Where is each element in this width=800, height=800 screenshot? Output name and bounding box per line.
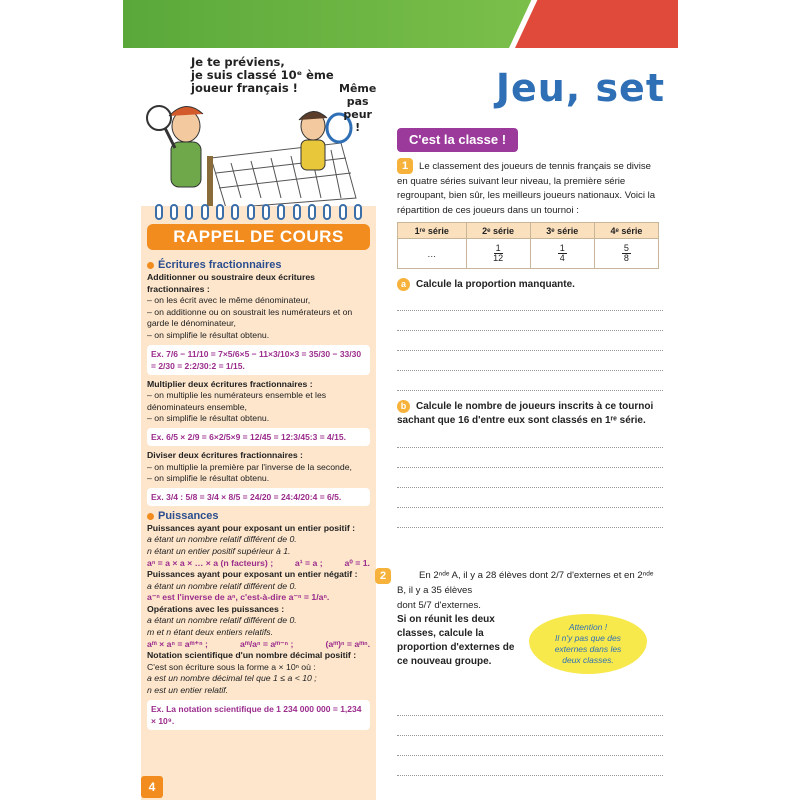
table-header: 4ᵉ série — [594, 223, 658, 239]
question-text: En 2ⁿᵈᵉ A, il y a 28 élèves dont 2/7 d'externes et en 2ⁿᵈᵉ B, il y a 35 élèves — [397, 570, 654, 596]
rule-line: – on multiplie les numérateurs ensemble et les dénominateurs ensemble, — [147, 390, 327, 412]
rule-title: Puissances ayant pour exposant un entier négatif : — [147, 569, 358, 580]
question-2-answer-lines — [397, 696, 663, 776]
question-text: dont 5/7 d'externes. — [397, 600, 481, 611]
formula: aᵐ/aⁿ = aᵐ⁻ⁿ ; — [240, 638, 294, 649]
formula: aⁿ = a × a × … × a (n facteurs) ; — [147, 557, 274, 568]
right-column — [379, 48, 669, 800]
question-1a — [397, 278, 663, 391]
example-box: Ex. La notation scientifique de 1 234 000 000 = 1,234 × 10⁹. — [147, 700, 370, 730]
bubble1-line: je suis classé 10ᵉ ème — [191, 68, 334, 82]
rule-line: – on simplifie le résultat obtenu. — [147, 473, 270, 484]
question-letter: b — [397, 400, 410, 413]
table-cell — [466, 239, 530, 269]
formula-row — [147, 558, 370, 570]
section-fractions-heading — [147, 259, 370, 272]
section-powers-heading — [147, 510, 370, 523]
table-cell: … — [398, 239, 467, 269]
answer-line[interactable] — [397, 428, 663, 448]
table-header: 3ᵉ série — [530, 223, 594, 239]
rule-line: m et n étant deux entiers relatifs. — [147, 627, 274, 638]
note-line: Attention ! — [568, 622, 608, 632]
page-title: Jeu, set — [495, 66, 665, 110]
series-table — [397, 222, 659, 269]
answer-line[interactable] — [397, 331, 663, 351]
rule-line: – on simplifie le résultat obtenu. — [147, 329, 270, 340]
question-1-number: 1 — [397, 158, 413, 174]
answer-line[interactable] — [397, 508, 663, 528]
left-column — [141, 48, 376, 800]
attention-note — [529, 614, 647, 674]
answer-line[interactable] — [397, 756, 663, 776]
speech-bubble-1 — [191, 56, 334, 95]
section-badge: C'est la classe ! — [397, 128, 518, 152]
fraction: $\frac{1}{12}$ — [493, 243, 504, 263]
fraction: $\frac{1}{4}$ — [559, 243, 565, 263]
rule-line: – on simplifie le résultat obtenu. — [147, 413, 270, 424]
formula: a¹ = a ; — [294, 557, 323, 568]
rule-title: Additionner ou soustraire deux écritures fractionnaires : — [147, 272, 315, 294]
rule-line: n est un entier relatif. — [147, 685, 229, 696]
spiral-binding — [141, 204, 376, 226]
question-2-number: 2 — [375, 568, 391, 584]
formula: a⁰ = 1. — [344, 557, 370, 568]
rule-title: Multiplier deux écritures fractionnaires : — [147, 378, 313, 389]
rule-title: Diviser deux écritures fractionnaires : — [147, 449, 303, 460]
formula: a⁻ⁿ est l'inverse de aⁿ, c'est-à-dire a⁻ⁿ = 1/aⁿ. — [147, 592, 330, 603]
answer-line[interactable] — [397, 351, 663, 371]
example-box: Ex. 6/5 × 2/9 = 6×2/5×9 = 12/45 = 12:3/45:3 = 4/15. — [147, 428, 370, 446]
question-letter: a — [397, 278, 410, 291]
answer-line[interactable] — [397, 696, 663, 716]
rule-line: n étant un entier positif supérieur à 1. — [147, 545, 291, 556]
bubble2-line: pas peur ! — [343, 95, 372, 134]
table-cell — [530, 239, 594, 269]
answer-line[interactable] — [397, 488, 663, 508]
section-title: Puissances — [158, 509, 219, 522]
bullet-icon — [147, 262, 154, 269]
example-box: Ex. 7/6 − 11/10 = 7×5/6×5 − 11×3/10×3 = 35/30 − 33/30 = 2/30 = 2:2/30:2 = 1/15. — [147, 345, 370, 375]
question-1-text: Le classement des joueurs de tennis français se divise en quatre séries suivant leur niveau, la première série regroupant, bien sûr, les meilleurs joueurs nationaux. Voici la répartition de ces joueurs dans un tournoi : — [397, 161, 656, 216]
question-1b — [397, 400, 663, 528]
rule-title: Puissances ayant pour exposant un entier positif : — [147, 522, 356, 533]
rappel-content — [147, 258, 370, 734]
rule-line: a est un nombre décimal tel que 1 ≤ a < 10 ; — [147, 673, 317, 684]
example-box: Ex. 3/4 : 5/8 = 3/4 × 8/5 = 24/20 = 24:4/20:4 = 6/5. — [147, 488, 370, 506]
tennis-court-banner — [123, 0, 678, 48]
bubble1-line: Je te préviens, — [191, 55, 285, 69]
answer-line[interactable] — [397, 291, 663, 311]
note-line: deux classes. — [562, 655, 614, 665]
answer-line[interactable] — [397, 716, 663, 736]
fraction: $\frac{5}{8}$ — [623, 243, 629, 263]
formula: (aᵐ)ⁿ = aᵐⁿ. — [325, 638, 370, 649]
rule-line: – on les écrit avec le même dénominateur, — [147, 295, 311, 306]
table-header: 1ʳᵉ série — [398, 223, 467, 239]
question-text: Calcule le nombre de joueurs inscrits à ce tournoi sachant que 16 d'entre eux sont classés en 1ʳᵉ série. — [397, 401, 654, 426]
rule-line: – on additionne ou on soustrait les numérateurs et on garde le dénominateur, — [147, 306, 353, 329]
answer-line[interactable] — [397, 311, 663, 331]
table-header: 2ᵉ série — [466, 223, 530, 239]
rule-title: Opérations avec les puissances : — [147, 603, 285, 614]
rule-line: a étant un nombre relatif différent de 0. — [147, 534, 297, 545]
rule-title: Notation scientifique d'un nombre décimal positif : — [147, 650, 357, 661]
rule-line: a étant un nombre relatif différent de 0. — [147, 580, 297, 591]
page-number: 4 — [141, 776, 163, 798]
answer-line[interactable] — [397, 468, 663, 488]
rappel-title: RAPPEL DE COURS — [147, 224, 370, 250]
bubble1-line: joueur français ! — [191, 81, 298, 95]
note-line: externes dans les — [554, 644, 622, 654]
workbook-page — [123, 0, 678, 800]
cartoon-illustration — [141, 48, 376, 208]
rule-line: – on multiplie la première par l'inverse de la seconde, — [147, 461, 352, 472]
formula: aᵐ × aⁿ = aᵐ⁺ⁿ ; — [147, 638, 208, 649]
note-line: Il n'y pas que des — [555, 633, 621, 643]
speech-bubble-2 — [339, 82, 376, 134]
answer-line[interactable] — [397, 371, 663, 391]
answer-line[interactable] — [397, 448, 663, 468]
bubble2-line: Même — [339, 82, 377, 95]
rule-line: C'est son écriture sous la forme a × 10ⁿ où : — [147, 661, 316, 672]
question-text: Calcule la proportion manquante. — [416, 279, 575, 290]
answer-line[interactable] — [397, 736, 663, 756]
section-title: Écritures fractionnaires — [158, 259, 282, 271]
table-cell — [594, 239, 658, 269]
question-text: Si on réunit les deux classes, calcule la proportion d'externes de ce nouveau groupe. — [397, 614, 515, 667]
rule-line: a étant un nombre relatif différent de 0. — [147, 615, 297, 626]
bullet-icon — [147, 513, 154, 520]
formula-row — [147, 639, 370, 651]
